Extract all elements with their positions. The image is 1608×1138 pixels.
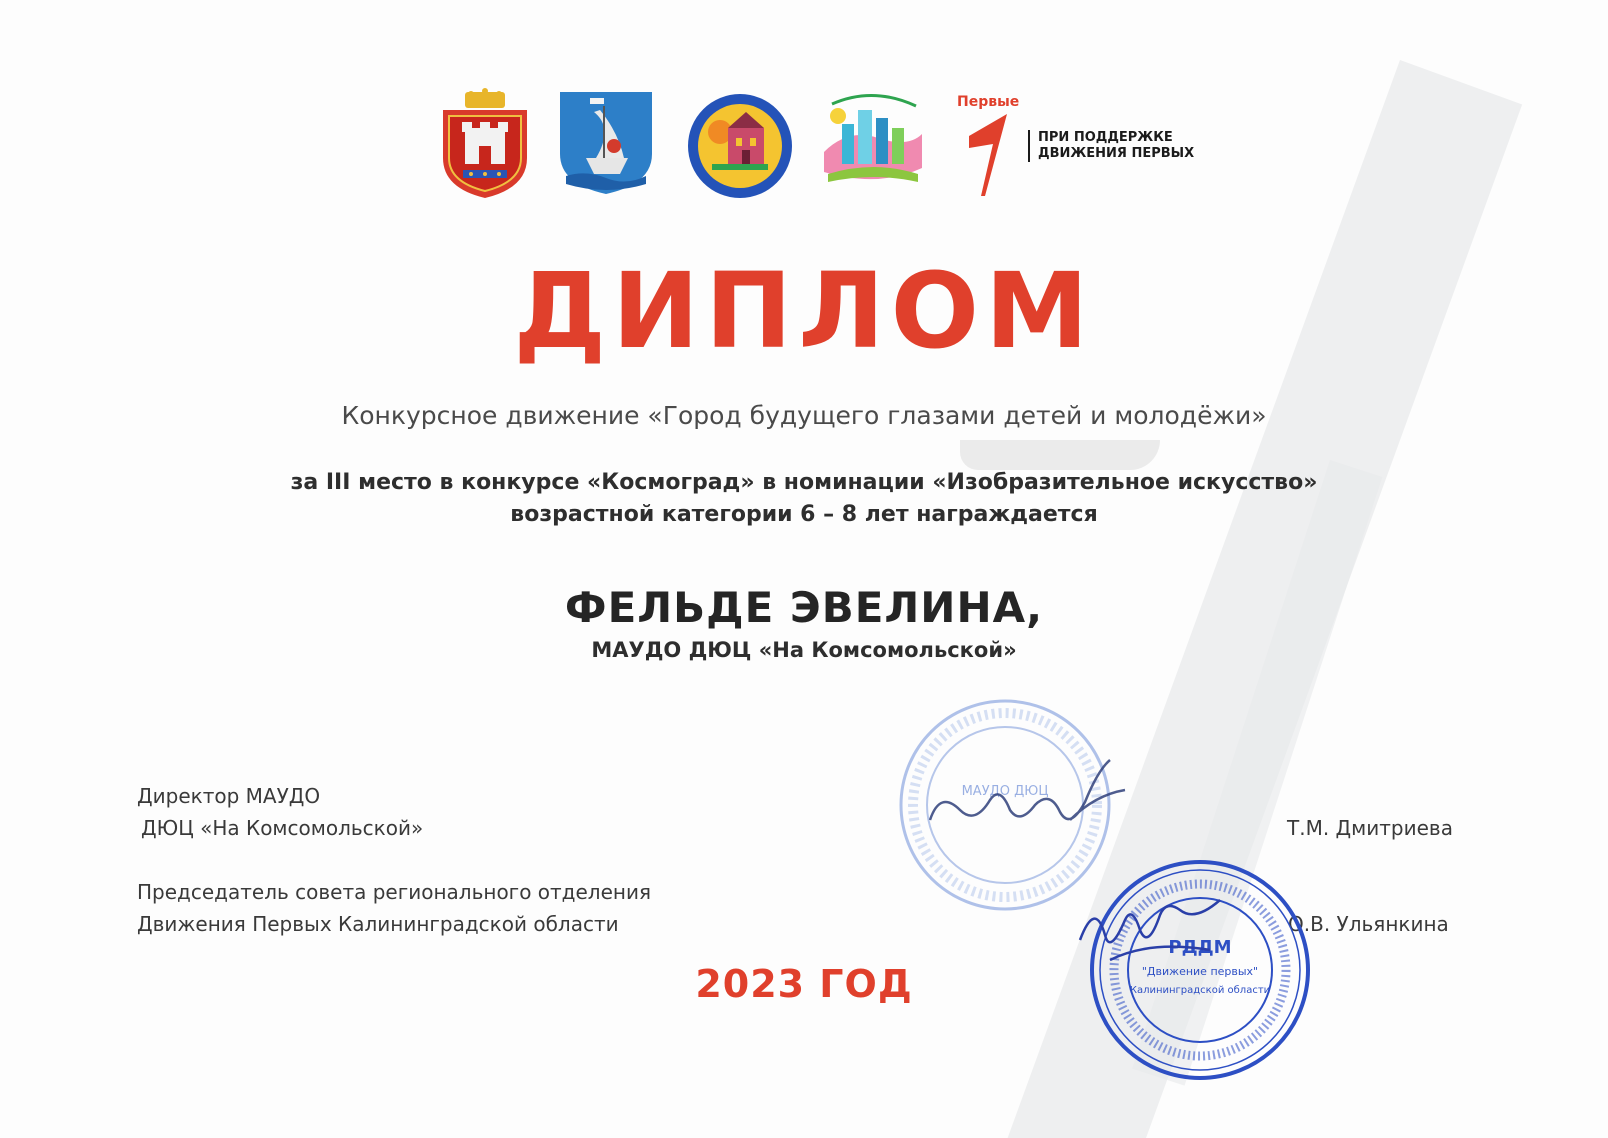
recipient-name: ФЕЛЬДЕ ЭВЕЛИНА, (564, 583, 1044, 632)
number-one-icon (955, 92, 1025, 200)
chair-title-line-1: Председатель совета регионального отделения (137, 880, 651, 904)
award-description-line-2: возрастной категории 6 – 8 лет награждается (510, 502, 1098, 527)
director-name: Т.М. Дмитриева (1287, 816, 1453, 840)
director-title-line-2: ДЮЦ «На Комсомольской» (141, 816, 424, 840)
city-of-future-icon (818, 88, 928, 196)
pervye-wordmark: Первые (957, 94, 1020, 110)
ship-shield-icon (556, 88, 656, 196)
sponsor-caption (1028, 130, 1218, 162)
award-year: 2023 ГОД (695, 962, 913, 1006)
round-emblem-icon (684, 92, 796, 200)
award-description-line-1: за III место в конкурсе «Космоград» в номинации «Изобразительное искусство» (290, 470, 1318, 495)
sponsor-line-2: ДВИЖЕНИЯ ПЕРВЫХ (1038, 146, 1195, 161)
page-title: ДИПЛОМ (513, 250, 1095, 372)
decorative-stripe (960, 440, 1160, 470)
sponsor-line-1: ПРИ ПОДДЕРЖКЕ (1038, 130, 1173, 145)
recipient-organization: МАУДО ДЮЦ «На Комсомольской» (591, 638, 1017, 662)
competition-name: Конкурсное движение «Город будущего глазами детей и молодёжи» (341, 401, 1267, 430)
chair-title-line-2: Движения Первых Калининградской области (137, 912, 619, 936)
director-stamp-center-text: МАУДО ДЮЦ (961, 784, 1049, 799)
rddm-stamp-line-3: Калининградской области (1129, 985, 1271, 996)
rddm-stamp-line-1: РДДМ (1168, 937, 1232, 958)
coat-of-arms-icon (435, 88, 535, 200)
director-signature-icon (920, 750, 1140, 860)
chair-name: О.В. Ульянкина (1288, 912, 1449, 936)
rddm-stamp-line-2: "Движение первых" (1141, 965, 1259, 978)
director-title-line-1: Директор МАУДО (137, 784, 321, 808)
